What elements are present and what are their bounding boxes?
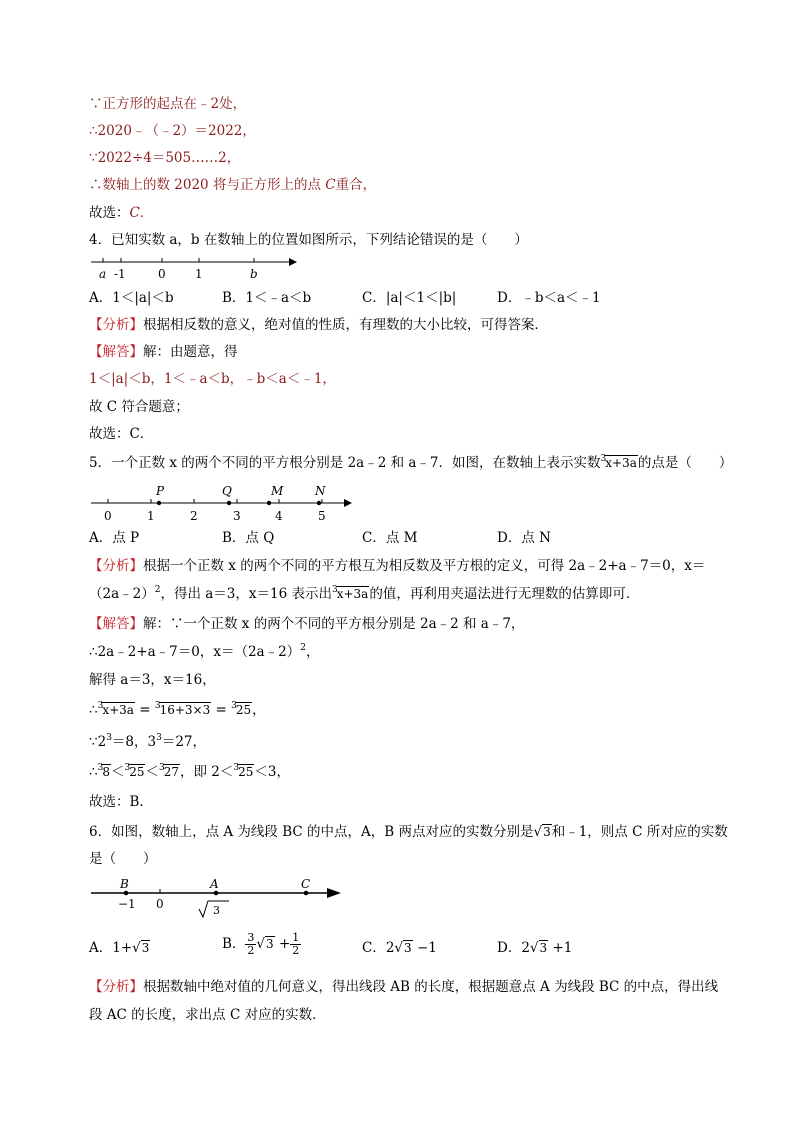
question-6-stem-cont: 是（ ）: [89, 851, 157, 867]
square-root: √3: [132, 940, 150, 956]
root3-label: 3: [213, 904, 220, 917]
answer-letter: C: [129, 205, 140, 221]
option-a: A．点 P: [89, 530, 140, 546]
option-d: D．点 N: [497, 530, 551, 546]
point-label-q: Q: [222, 484, 232, 498]
text-line: ∴$^3$8＜$^3$25＜$^3$27，即 2＜$^3$25＜3，: [89, 762, 290, 784]
radicand: x+3a: [336, 587, 369, 601]
analysis-tag: 【分析】: [89, 979, 143, 995]
cube-root: $^3$x+3a: [600, 454, 637, 470]
tick-label-1: 1: [147, 509, 155, 523]
text-span: 解：∵一个正数 x 的两个不同的平方根分别是 2a﹣2 和 a﹣7，: [143, 616, 525, 632]
text-span: ∴数轴上的数 2020 将与正方形上的点: [89, 177, 326, 193]
point-p: [157, 501, 161, 505]
text-span: 5．一个正数 x 的两个不同的平方根分别是 2a﹣2 和 a﹣7．如图，在数轴上表示实数: [89, 455, 601, 471]
tick-label-0: 0: [104, 509, 112, 523]
text-span: D．2: [497, 940, 530, 956]
tick-label-m1: −1: [118, 897, 136, 911]
analysis-q6: [89, 977, 718, 997]
text-line: 1＜|a|＜b，1＜﹣a＜b，﹣b＜a＜﹣1，: [89, 371, 336, 387]
text-span: 解：由题意，得: [143, 344, 238, 360]
answer-q4: [89, 342, 238, 362]
text-span: ，得出 a＝3，x＝16 表示出: [160, 586, 332, 602]
text-span: ＜3，: [254, 764, 290, 780]
text-line: 故选：B．: [89, 794, 153, 810]
analysis-q5-cont: （2a﹣2）$^2$，得出 a＝3，x＝16 表示出$^3$x+3a的值，再利用夹逼法进行无理数的估算即可．: [89, 584, 639, 606]
question-6-stem: [89, 822, 728, 842]
radicand: 16+3×3: [159, 703, 211, 717]
number-line-q4: [89, 254, 299, 286]
analysis-tag: 【分析】: [89, 558, 143, 574]
point-q: [227, 501, 231, 505]
point-c: [304, 891, 309, 896]
text-span: 根据一个正数 x 的两个不同的平方根互为相反数及平方根的定义，可得 2a﹣2+a﹣7＝0，x＝: [143, 558, 706, 574]
text-span: 根据相反数的意义，绝对值的性质，有理数的大小比较，可得答案．: [143, 317, 548, 333]
answer-tag: 【解答】: [89, 344, 143, 360]
option-c: C．点 M: [362, 530, 418, 546]
radicand: 25: [129, 765, 145, 779]
analysis-tag: 【分析】: [89, 317, 143, 333]
radicand: 3: [543, 825, 551, 839]
number-line-q5: [89, 481, 359, 525]
option-a: A．1＜|a|＜b: [89, 290, 174, 306]
point-label-a: A: [210, 877, 219, 891]
text-span: ∵2: [89, 734, 107, 750]
text-span: 的点是（ ）: [637, 455, 733, 471]
text-span: ，即 2＜: [180, 764, 234, 780]
tick-label-2: 2: [190, 509, 198, 523]
cube-root: $^3$25: [233, 763, 254, 779]
number-line-q6: [89, 873, 349, 923]
tick-label-0: 0: [156, 897, 164, 911]
option-c: C．|a|＜1＜|b|: [362, 290, 457, 306]
question-5-stem: [89, 453, 732, 475]
radicand: 25: [238, 765, 254, 779]
analysis-q6-cont: 段 AC 的长度，求出点 C 对应的实数．: [89, 1007, 326, 1023]
radicand: x+3a: [102, 703, 134, 717]
cube-root: $^3$27: [158, 763, 179, 779]
text-line: $\because 2^3=8$，$3^3=27$，: [89, 733, 207, 750]
option-d: D．﹣b＜a＜﹣1: [497, 290, 601, 306]
text-span: （2a﹣2）: [89, 586, 155, 602]
var-c: C: [325, 177, 336, 193]
text-line: ∴$^3$x+3a = $^3$16+3×3 = $^3$25，: [89, 700, 266, 722]
cube-root: $^3$16+3×3: [154, 701, 211, 717]
option-b: B．1＜﹣a＜b: [222, 290, 312, 306]
radicand: 25: [235, 703, 252, 717]
option-c: C．2√3 −1: [362, 940, 437, 956]
text-span: B．: [222, 936, 246, 952]
text-line: ∵正方形的起点在﹣2处，: [89, 96, 247, 112]
text-line: ∴2a﹣2+a﹣7＝0，x＝（2a﹣2）$^2$，: [89, 643, 320, 660]
point-label-p: P: [156, 484, 165, 498]
text-line: ∵2022÷4＝505……2，: [89, 150, 241, 166]
text-span: 6．如图，数轴上，点 A 为线段 BC 的中点，A，B 两点对应的实数分别是: [89, 824, 534, 840]
text-span: 根据数轴中绝对值的几何意义，得出线段 AB 的长度，根据题意点 A 为线段 BC 的中点，得出线: [143, 979, 719, 995]
option-d: D．2√3 +1: [497, 940, 573, 956]
text-span: ，: [305, 644, 320, 660]
text-span: 故选：: [89, 205, 130, 221]
axis-label-a: a: [99, 267, 107, 281]
point-label-c: C: [301, 877, 311, 891]
point-label-m: M: [271, 484, 284, 498]
axis-label-1: 1: [195, 267, 203, 281]
text-span: ＝8，3: [111, 734, 157, 750]
analysis-q4: [89, 315, 548, 335]
option-b: B．点 Q: [222, 530, 275, 546]
text-span: ∴2a﹣2+a﹣7＝0，x＝（2a﹣2）: [89, 644, 301, 660]
answer-q5: [89, 614, 524, 634]
question-4-stem: 4．已知实数 a，b 在数轴上的位置如图所示，下列结论错误的是（ ）: [89, 232, 528, 248]
text-span: ∴: [89, 702, 98, 718]
cube-root: $^3$x+3a: [97, 701, 134, 717]
axis-label-b: b: [250, 267, 258, 281]
text-span: ∴: [89, 764, 98, 780]
text-line: 故 C 符合题意；: [89, 399, 189, 415]
text-span: 和﹣1，则点 C 所对应的实数: [551, 824, 728, 840]
tick-label-3: 3: [233, 509, 241, 523]
axis-label-0: 0: [158, 267, 166, 281]
radicand: 27: [163, 765, 179, 779]
tick-label-5: 5: [318, 509, 326, 523]
text-span: ＝27，: [161, 734, 207, 750]
option-a: [89, 938, 150, 958]
radicand: x+3a: [605, 456, 637, 470]
text-span: C．2: [362, 940, 395, 956]
point-n: [317, 501, 321, 505]
cube-root: $^3$25: [231, 701, 252, 717]
text-span: 重合，: [335, 177, 377, 193]
answer-tag: 【解答】: [89, 616, 143, 632]
cube-root: $^3$25: [124, 763, 145, 779]
point-m: [267, 501, 271, 505]
point-a: [214, 891, 219, 896]
text-line: ∴2020﹣（﹣2）＝2022，: [89, 123, 256, 139]
text-span: A．1+: [89, 940, 133, 956]
square-root: √3: [533, 824, 551, 840]
axis-label-m1: -1: [114, 267, 126, 281]
tick-label-4: 4: [275, 509, 283, 523]
point-label-b: B: [120, 877, 129, 891]
point-label-n: N: [315, 484, 326, 498]
text-line: 故选：C．: [89, 426, 154, 442]
text-line: [89, 203, 153, 223]
text-line: [89, 175, 376, 195]
text-line: 解得 a＝3，x＝16，: [89, 672, 216, 688]
option-b: B． $\frac{3}{2}$ √3 + $\frac{1}{2}$: [222, 931, 300, 957]
point-b: [124, 891, 129, 896]
analysis-q5: [89, 556, 705, 576]
text-span: ．: [139, 205, 154, 221]
cube-root: $^3$8: [97, 763, 110, 779]
radicand: 8: [102, 765, 110, 779]
cube-root: $^3$x+3a: [331, 585, 369, 601]
text-span: 的值，再利用夹逼法进行无理数的估算即可．: [369, 586, 640, 602]
